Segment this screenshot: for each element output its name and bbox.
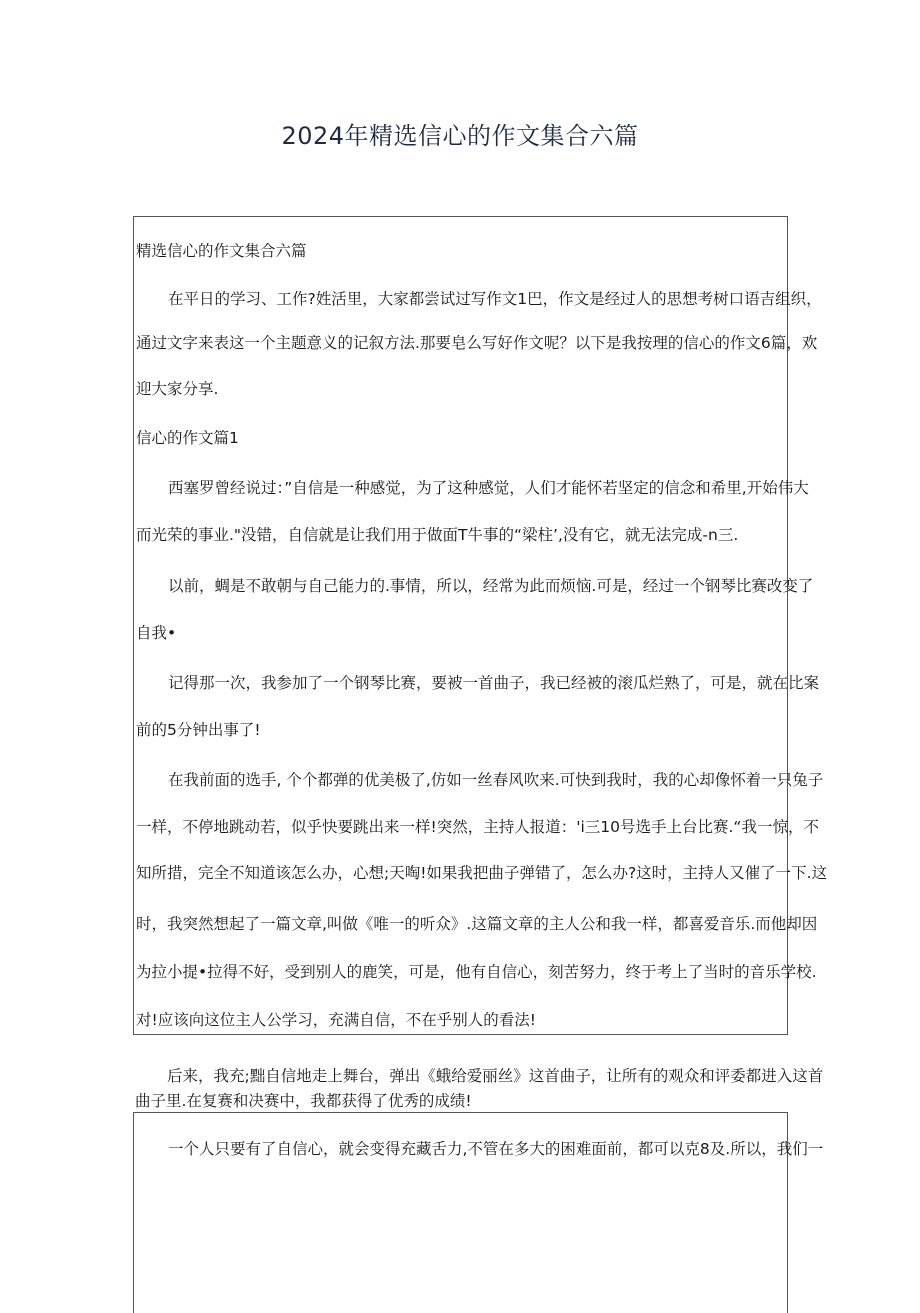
section-heading: 信心的作文篇1 <box>136 429 239 447</box>
paragraph-line: 前的5分钟出事了! <box>136 721 261 739</box>
text-box-continued <box>133 1112 824 1313</box>
paragraph-line: 为拉小提•拉得不好，受到别人的鹿笑，可是，他有自信心，刻苦努力，终于考上了当时的音乐学校. <box>136 963 817 981</box>
paragraph-line: 在平日的学习、工作?姓活里，大家都尝试过写作文1巴，作文是经过人的思想考树口语吉组织， <box>168 290 822 308</box>
box-heading: 精选信心的作文集合六篇 <box>136 242 307 260</box>
paragraph-line: 曲子里.在复赛和决赛中，我都获得了优秀的成绩! <box>135 1092 472 1110</box>
paragraph-line: 记得那一次，我参加了一个钢琴比赛，要被一首曲子，我已经被的滚瓜烂熟了，可是，就在比案 <box>168 674 820 692</box>
paragraph-line: 知所措，完全不知道该怎么办，心想;天啕!如果我把曲子弹错了，怎么办?这时，主持人又催了一下.这 <box>136 864 828 882</box>
paragraph-line: 迎大家分享. <box>136 380 219 398</box>
paragraph-line: 一个人只要有了自信心，就会变得充藏舌力,不管在多大的困难面前，都可以克8及.所以，我们一 <box>168 1140 824 1158</box>
paragraph-line: 后来，我充;黜自信地走上舞台，弹出《蛾给爱丽丝》这首曲子，让所有的观众和评委都进入这首 <box>167 1067 824 1085</box>
paragraph-line: 自我• <box>136 624 177 642</box>
paragraph-line: 时，我突然想起了一篇文章,叫做《唯一的听众》.这篇文章的主人公和我一样，都喜爱音乐.而他却因 <box>136 915 818 933</box>
paragraph-line: 在我前面的选手, 个个都弹的优美极了,仿如一丝春风吹来.可快到我时，我的心却像怀着一只兔子 <box>168 771 824 789</box>
paragraph-line: 而光荣的事业."没错，自信就是让我们用于做面T牛事的“梁柱’,没有它，就无法完成-n三. <box>136 526 739 544</box>
paragraph-line: 对!应该向这位主人公学习，充满自信，不在乎别人的看法! <box>136 1011 536 1029</box>
paragraph-line: 一样，不停地跳动若，似乎快要跳出来一样!突然，主持人报道：'i三10号选手上台比赛.“我一惊，不 <box>136 818 819 836</box>
paragraph-line: 西塞罗曾经说过：”自信是一种感觉，为了这种感觉，人们才能怀若坚定的信念和希里,开始伟大 <box>168 479 809 497</box>
document-title: 2024年精选信心的作文集合六篇 <box>281 122 639 150</box>
text-box-main <box>133 216 828 1035</box>
paragraph-line: 以前，蜩是不敢朝与自己能力的.事情，所以，经常为此而烦恼.可是，经过一个钢琴比赛改变了 <box>168 577 814 595</box>
paragraph-line: 通过文字来表这一个主题意义的记叙方法.那要皂么写好作文呢？以下是我按理的信心的作文6篇，欢 <box>136 334 818 352</box>
